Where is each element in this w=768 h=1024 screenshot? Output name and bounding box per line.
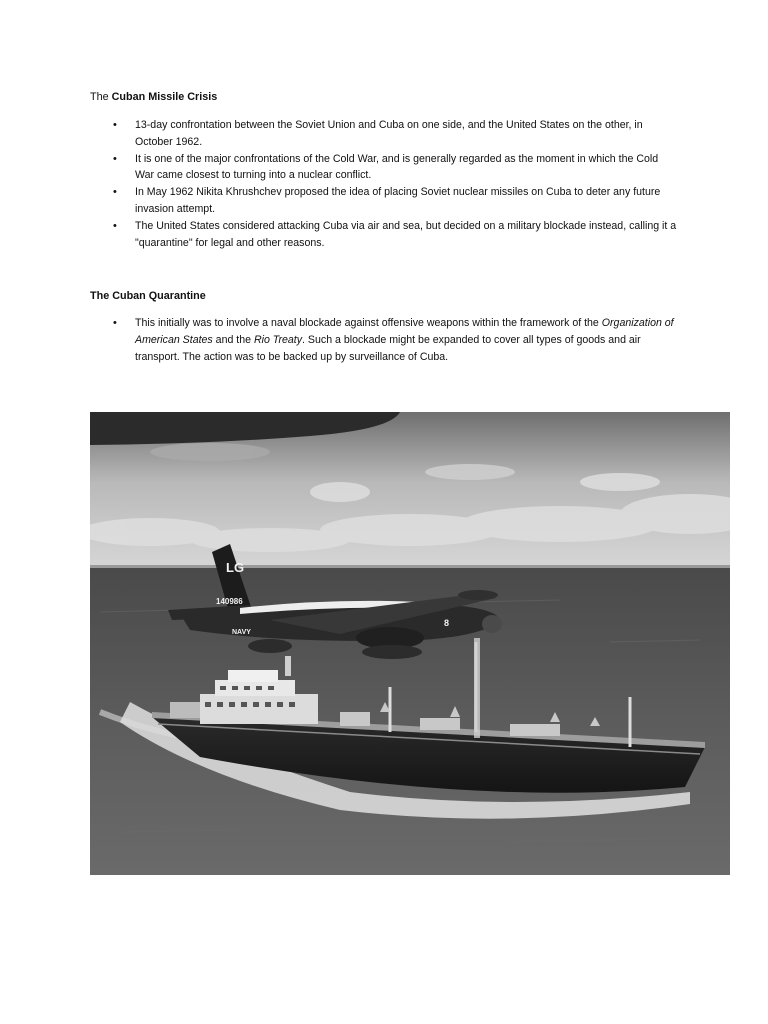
bullet-icon: • — [113, 317, 117, 329]
bullet-icon: • — [113, 186, 117, 199]
fuselage-text: NAVY — [232, 629, 251, 636]
tail-code: LG — [226, 560, 245, 575]
list-item — [0, 151, 680, 185]
list-item — [0, 315, 680, 365]
list-item — [0, 184, 680, 218]
bullet-text-italic-rio: Rio Treaty — [253, 333, 303, 346]
fuselage-marker: 8 — [444, 618, 450, 628]
heading-bold-text: Cuban Missile Crisis — [111, 91, 218, 103]
bullet-text: It is one of the major confrontations of the Cold War, and is generally regarded as the moment in which the Cold War came closest to turning into a nuclear conflict. — [135, 152, 659, 182]
photo-navy-plane-over-freighter — [90, 412, 730, 875]
section-heading-cuban-quarantine — [90, 289, 206, 303]
section-heading-cuban-missile-crisis — [90, 90, 217, 104]
list-item — [0, 117, 680, 151]
bullet-list-quarantine — [0, 315, 768, 365]
bullet-text: In May 1962 Nikita Khrushchev proposed the idea of placing Soviet nuclear missiles on Cuba to deter any future invasion attempt. — [135, 186, 661, 215]
bullet-text: The United States considered attacking Cuba via air and sea, but decided on a military blockade instead, calling it a "quarantine" for legal and other reasons. — [135, 219, 677, 249]
tail-number: 140986 — [216, 597, 243, 606]
heading-bold-text: The Cuban Quarantine — [90, 290, 206, 302]
bullet-text: 13-day confrontation between the Soviet Union and Cuba on one side, and the United States on the other, in October 1962. — [135, 119, 643, 148]
bullet-text-part2: and the — [212, 333, 254, 346]
bullet-text-part3: . Such a blockade might be expanded to cover all types of goods and air transport. The action was to be backed up by surveillance of Cuba. — [135, 333, 641, 363]
list-item — [0, 218, 680, 252]
bullet-list-missile-crisis — [0, 117, 768, 251]
bullet-icon: • — [113, 152, 117, 165]
bullet-text-part1: This initially was to involve a naval blockade against offensive weapons within the framework of the — [135, 317, 602, 329]
bullet-icon: • — [113, 119, 117, 131]
heading-prefix: The — [90, 91, 112, 103]
bullet-text-italic-oas: Organization of American States — [135, 317, 674, 346]
bullet-icon: • — [113, 219, 117, 232]
